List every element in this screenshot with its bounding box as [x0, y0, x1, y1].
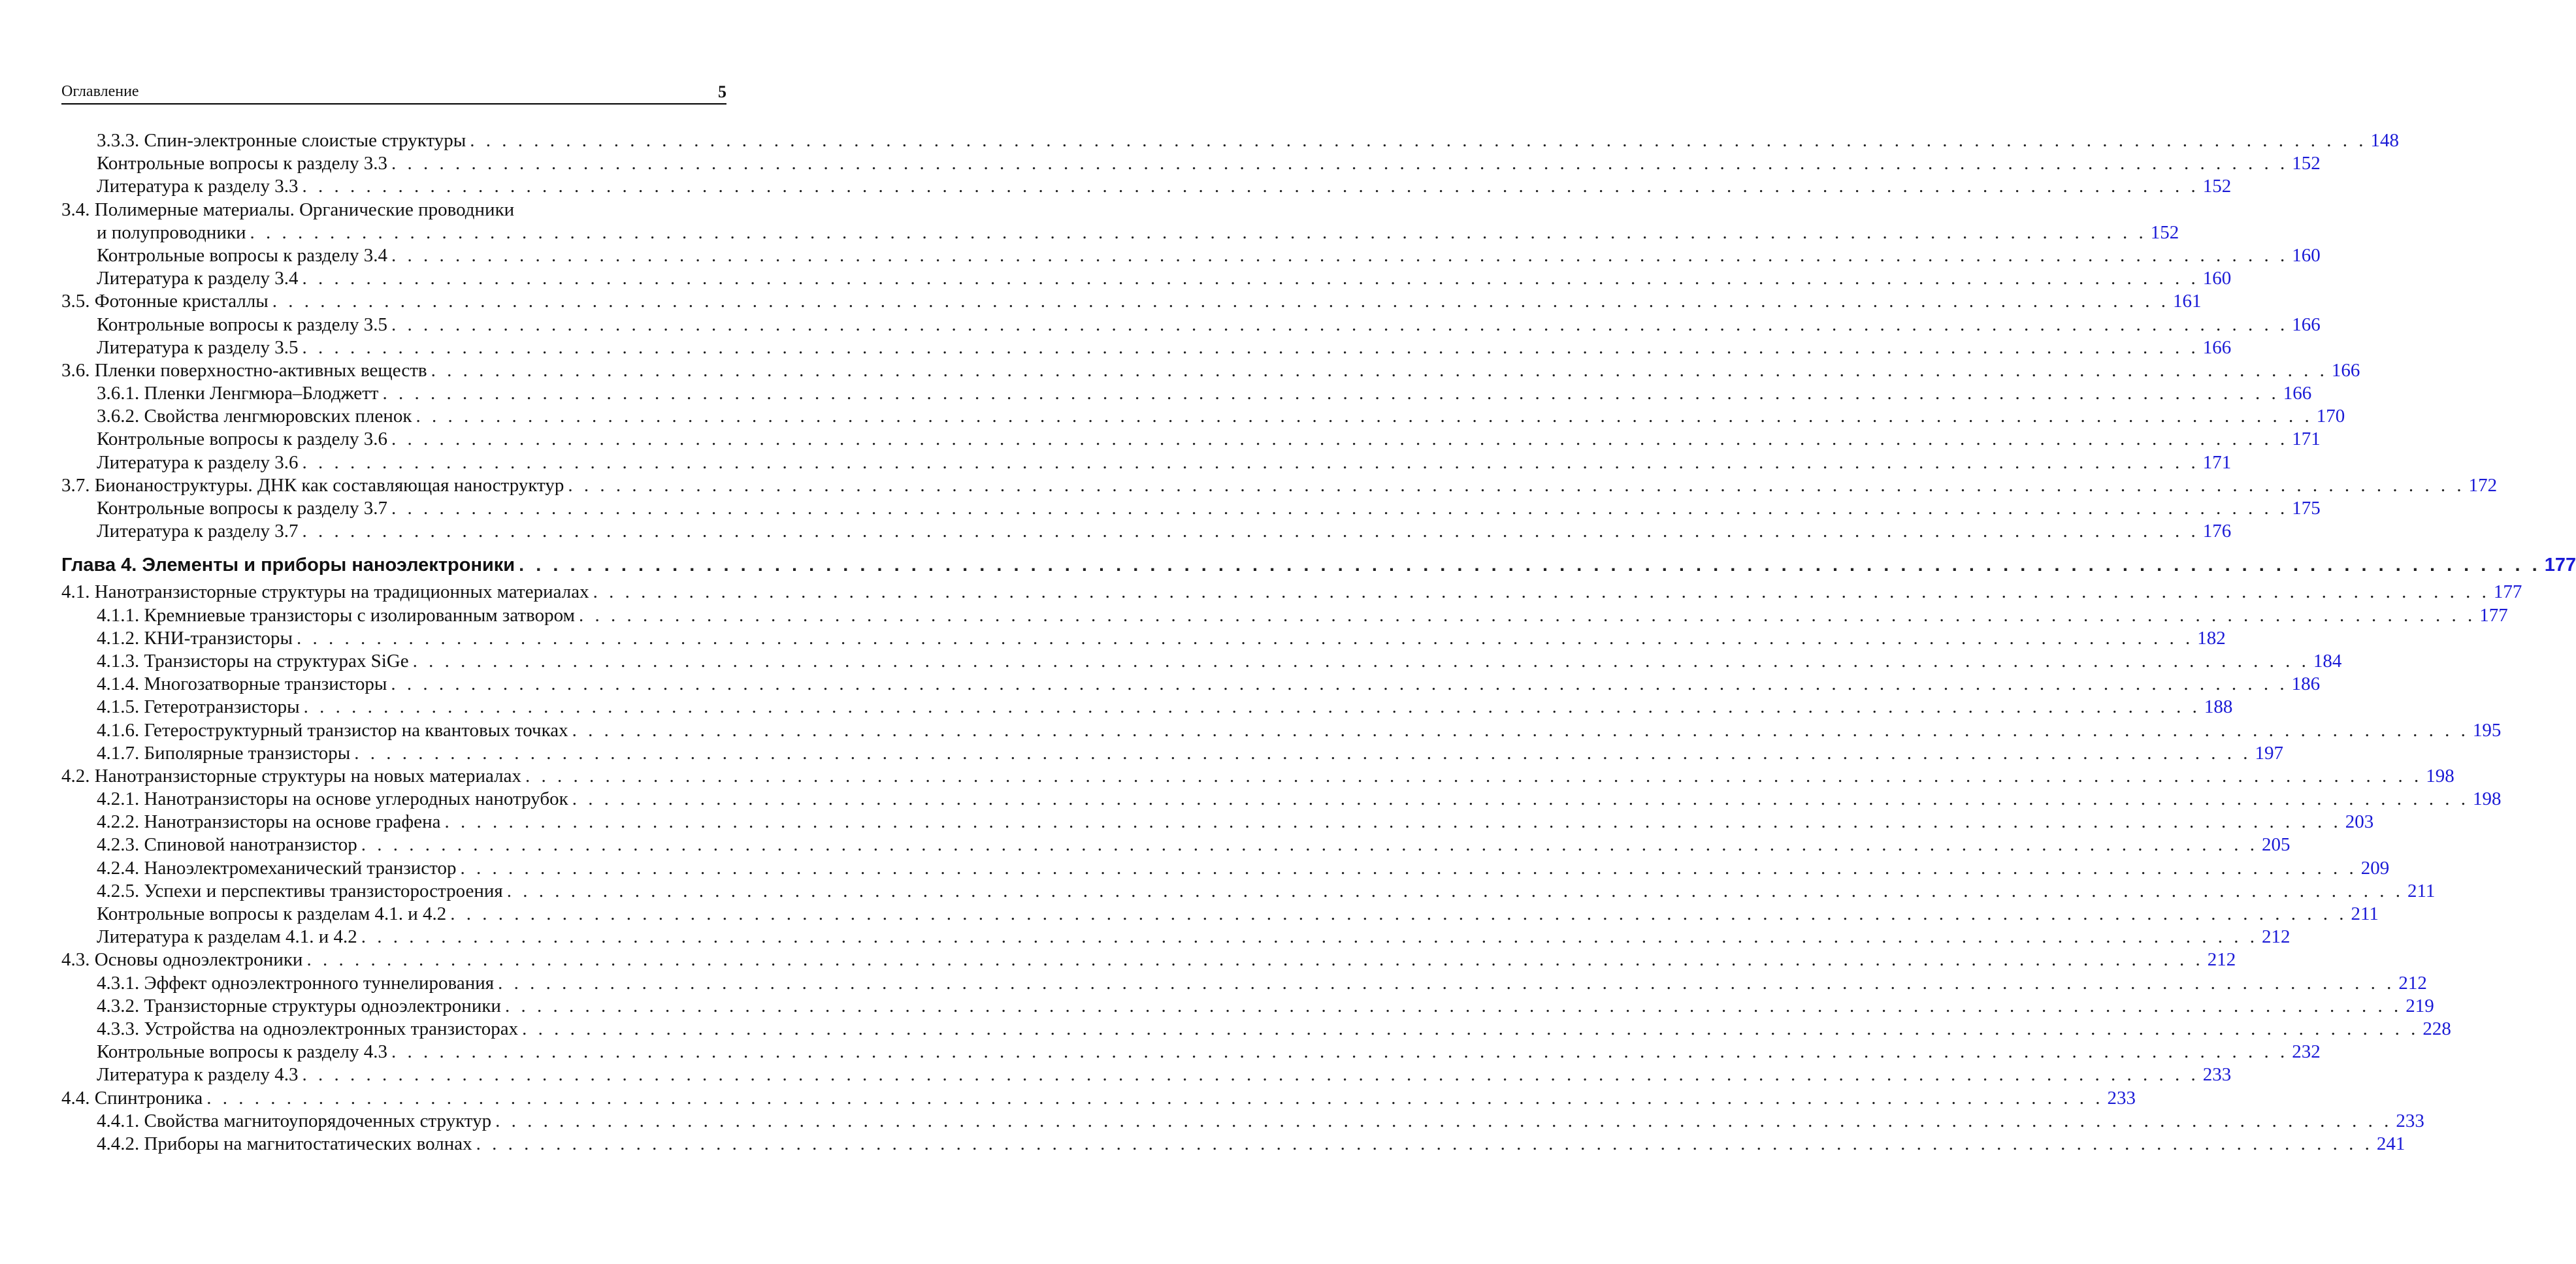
toc-entry-page-ref[interactable]: 176	[2202, 521, 2232, 542]
dot-leader	[498, 972, 2394, 995]
toc-entry[interactable]	[61, 719, 2502, 742]
toc-entry[interactable]	[61, 221, 2179, 244]
toc-entry-page-ref[interactable]: 212	[2262, 926, 2291, 948]
toc-entry-page-ref[interactable]: 148	[2370, 130, 2399, 151]
dot-leader	[450, 903, 2347, 926]
toc-entry-page-ref[interactable]: 228	[2422, 1018, 2451, 1039]
dot-leader	[444, 811, 2341, 834]
toc-entry-page-ref[interactable]: 160	[2202, 268, 2232, 289]
dot-leader	[476, 1133, 2373, 1156]
toc-entry[interactable]	[61, 175, 2232, 198]
toc-entry-title: 4.1.5. Гетеротранзисторы	[97, 696, 300, 718]
toc-entry-title: 4.2. Нанотранзисторные структуры на новых материалах	[61, 765, 522, 786]
toc-entry-page-ref[interactable]: 211	[2407, 880, 2436, 901]
toc-entry-page-ref[interactable]: 171	[2202, 451, 2232, 473]
toc-entry-page-ref[interactable]: 211	[2351, 903, 2379, 924]
toc-entry[interactable]	[61, 1110, 2424, 1133]
toc-entry-title: 4.2.4. Наноэлектромеханический транзистор	[97, 857, 457, 879]
toc-entry-page-ref[interactable]: 195	[2472, 719, 2502, 741]
toc-entry-title: Контрольные вопросы к разделу 3.4	[97, 244, 387, 266]
toc-section-after	[61, 581, 2522, 1156]
running-header-title: Оглавление	[61, 83, 139, 100]
toc-entry[interactable]	[61, 604, 2508, 627]
toc-entry-title: Литература к разделу 3.5	[97, 336, 299, 358]
toc-entry[interactable]	[61, 834, 2291, 856]
toc-entry[interactable]	[61, 290, 2202, 313]
toc-entry[interactable]	[61, 926, 2291, 948]
toc-entry-title: 4.1. Нанотранзисторные структуры на традиционных материалах	[61, 581, 589, 603]
toc-entry-title: Контрольные вопросы к разделу 3.7	[97, 498, 387, 519]
toc-entry-page-ref[interactable]: 233	[2202, 1064, 2232, 1086]
chapter-title: Глава 4. Элементы и приборы наноэлектроники	[61, 555, 515, 576]
toc-entry-page-ref[interactable]: 203	[2345, 811, 2374, 833]
toc-entry-title: Контрольные вопросы к разделу 3.5	[97, 314, 387, 335]
toc-entry-title: 4.4.2. Приборы на магнитостатических волнах	[97, 1133, 472, 1154]
toc-entry-page-ref[interactable]: 170	[2316, 406, 2345, 427]
dot-leader	[302, 336, 2199, 359]
chapter-page-ref[interactable]: 177	[2544, 555, 2576, 576]
dot-leader	[507, 880, 2404, 903]
toc-section-before	[61, 129, 2498, 543]
running-header	[61, 81, 726, 105]
toc-entry[interactable]	[61, 451, 2232, 474]
toc-entry[interactable]	[61, 1018, 2451, 1041]
dot-leader	[302, 520, 2199, 543]
toc-entry-page-ref[interactable]: 172	[2468, 474, 2498, 496]
dot-leader	[413, 650, 2309, 673]
toc-entry-page-ref[interactable]: 152	[2150, 221, 2179, 243]
toc-entry[interactable]	[61, 520, 2232, 543]
toc-entry-title: 4.2.5. Успехи и перспективы транзисторостроения	[97, 880, 503, 901]
dot-leader	[522, 1018, 2419, 1041]
toc-entry-page-ref[interactable]: 197	[2255, 742, 2284, 764]
dot-leader	[519, 552, 2541, 578]
toc-entry-page-ref[interactable]: 161	[2173, 291, 2202, 312]
dot-leader	[306, 948, 2203, 971]
dot-leader	[391, 152, 2288, 175]
toc-entry[interactable]	[61, 314, 2321, 336]
toc-entry[interactable]	[61, 948, 2236, 971]
toc-entry-title: Контрольные вопросы к разделам 4.1. и 4.2	[97, 903, 447, 924]
toc-entry[interactable]	[61, 627, 2226, 650]
table-of-contents	[61, 129, 2576, 1156]
toc-entry-title: Литература к разделу 4.3	[97, 1064, 299, 1086]
toc-entry-title: Контрольные вопросы к разделу 3.6	[97, 429, 387, 450]
toc-entry[interactable]	[61, 1133, 2405, 1156]
toc-entry-page-ref[interactable]: 177	[2493, 581, 2522, 603]
toc-entry-page-ref[interactable]: 152	[2202, 176, 2232, 197]
toc-entry[interactable]	[61, 880, 2436, 903]
toc-entry-page-ref[interactable]: 166	[2292, 314, 2321, 335]
toc-entry[interactable]	[61, 765, 2454, 788]
dot-leader	[391, 1041, 2288, 1063]
dot-leader	[304, 696, 2200, 719]
toc-entry-title: 4.1.1. Кремниевые транзисторы с изолированным затвором	[97, 604, 575, 626]
toc-entry[interactable]	[61, 1041, 2321, 1063]
toc-entry-page-ref[interactable]: 186	[2291, 673, 2321, 695]
toc-entry[interactable]	[61, 581, 2522, 604]
toc-entry-page-ref[interactable]: 175	[2292, 498, 2321, 519]
toc-entry-title: Контрольные вопросы к разделу 4.3	[97, 1041, 387, 1063]
toc-entry-page-ref[interactable]: 166	[2202, 336, 2232, 358]
toc-entry-page-ref[interactable]: 160	[2292, 244, 2321, 266]
dot-leader	[572, 719, 2469, 742]
dot-leader	[568, 474, 2464, 497]
toc-entry[interactable]	[61, 673, 2321, 696]
dot-leader	[391, 244, 2288, 267]
toc-entry-title: 4.2.3. Спиновой нанотранзистор	[97, 834, 357, 856]
toc-entry-title: 4.2.2. Нанотранзисторы на основе графена	[97, 811, 441, 833]
toc-entry-title: 4.4. Спинтроника	[61, 1087, 203, 1109]
toc-entry-title: 4.1.3. Транзисторы на структурах SiGe	[97, 650, 409, 672]
dot-leader	[354, 742, 2251, 765]
toc-entry-page-ref[interactable]: 212	[2398, 972, 2427, 994]
toc-entry-page-ref[interactable]: 198	[2426, 765, 2454, 786]
toc-entry[interactable]	[61, 405, 2345, 428]
toc-entry-title: и полупроводники	[97, 221, 246, 243]
toc-entry-title: Литература к разделу 3.6	[97, 451, 299, 473]
toc-entry[interactable]	[61, 788, 2502, 811]
dot-leader	[431, 359, 2328, 382]
dot-leader	[361, 834, 2258, 856]
toc-entry-title: 4.3.3. Устройства на одноэлектронных транзисторах	[97, 1018, 519, 1039]
toc-entry-page-ref[interactable]: 184	[2313, 650, 2342, 672]
dot-leader	[505, 995, 2402, 1018]
toc-entry-page-ref[interactable]: 241	[2376, 1133, 2405, 1154]
toc-entry[interactable]	[61, 497, 2321, 520]
toc-entry-page-ref[interactable]: 205	[2262, 834, 2291, 856]
dot-leader	[297, 627, 2193, 650]
toc-entry-title: 3.6.2. Свойства ленгмюровских пленок	[97, 406, 412, 427]
dot-leader	[593, 581, 2490, 604]
toc-entry[interactable]	[61, 359, 2360, 382]
dot-leader	[391, 428, 2288, 451]
dot-leader	[416, 405, 2312, 428]
dot-leader	[461, 857, 2357, 880]
toc-entry-page-ref[interactable]: 177	[2479, 604, 2508, 626]
toc-entry[interactable]	[61, 129, 2399, 152]
toc-entry[interactable]	[61, 972, 2427, 995]
toc-entry[interactable]	[61, 995, 2434, 1018]
toc-entry-title: 3.4. Полимерные материалы. Органические проводники	[61, 199, 515, 220]
toc-entry-title: Литература к разделу 3.4	[97, 268, 299, 289]
toc-entry[interactable]	[61, 742, 2284, 765]
toc-entry-title: 4.1.6. Гетероструктурный транзистор на квантовых точках	[97, 719, 568, 741]
toc-entry-title: Литература к разделу 3.3	[97, 176, 299, 197]
dot-leader	[302, 1063, 2199, 1086]
dot-leader	[391, 497, 2288, 520]
toc-entry[interactable]	[61, 650, 2342, 673]
toc-entry-page-ref[interactable]: 152	[2292, 153, 2321, 174]
toc-entry[interactable]	[61, 428, 2321, 451]
dot-leader	[272, 290, 2169, 313]
toc-entry[interactable]	[61, 152, 2321, 175]
toc-entry[interactable]	[61, 382, 2312, 405]
toc-entry[interactable]	[61, 474, 2498, 497]
dot-leader	[470, 129, 2366, 152]
toc-entry[interactable]	[61, 336, 2232, 359]
toc-entry-page-ref[interactable]: 171	[2292, 429, 2321, 450]
dot-leader	[206, 1087, 2103, 1110]
toc-entry-title: 4.3.1. Эффект одноэлектронного туннелирования	[97, 972, 495, 994]
toc-entry-page-ref[interactable]: 182	[2197, 627, 2226, 649]
toc-entry-page-ref[interactable]: 233	[2107, 1087, 2136, 1109]
toc-entry-title: 4.3. Основы одноэлектроники	[61, 949, 303, 971]
dot-leader	[572, 788, 2469, 811]
toc-entry-title: Литература к разделам 4.1. и 4.2	[97, 926, 357, 948]
dot-leader	[361, 926, 2258, 948]
dot-leader	[302, 267, 2199, 290]
toc-entry-page-ref[interactable]: 166	[2331, 359, 2360, 381]
toc-entry-title: 4.1.4. Многозатворные транзисторы	[97, 673, 387, 695]
toc-entry[interactable]	[61, 267, 2232, 290]
toc-entry-title: 4.1.2. КНИ-транзисторы	[97, 627, 293, 649]
toc-entry-title: 3.5. Фотонные кристаллы	[61, 291, 269, 312]
toc-entry[interactable]	[61, 1063, 2232, 1086]
dot-leader	[250, 221, 2146, 244]
dot-leader	[382, 382, 2279, 405]
toc-entry-page-ref[interactable]: 232	[2292, 1041, 2321, 1063]
toc-entry-page-ref[interactable]: 212	[2207, 949, 2236, 971]
dot-leader	[302, 175, 2199, 198]
toc-entry[interactable]	[61, 244, 2321, 267]
toc-entry-title: 4.4.1. Свойства магнитоупорядоченных структур	[97, 1110, 492, 1131]
toc-entry[interactable]	[61, 857, 2390, 880]
toc-entry-title: Контрольные вопросы к разделу 3.3	[97, 153, 387, 174]
dot-leader	[302, 451, 2199, 474]
chapter-heading[interactable]	[61, 552, 2576, 578]
toc-entry-title: 3.6.1. Пленки Ленгмюра–Блоджетт	[97, 383, 379, 404]
dot-leader	[579, 604, 2475, 627]
page-number: 5	[718, 82, 726, 101]
toc-entry[interactable]	[61, 811, 2374, 834]
toc-entry[interactable]	[61, 1087, 2136, 1110]
dot-leader	[391, 673, 2287, 696]
toc-entry-page-ref[interactable]: 166	[2283, 383, 2312, 404]
dot-leader	[391, 314, 2288, 336]
toc-entry[interactable]	[61, 903, 2379, 926]
toc-entry-title: Литература к разделу 3.7	[97, 521, 299, 542]
dot-leader	[495, 1110, 2392, 1133]
toc-entry-title: 3.7. Бионаноструктуры. ДНК как составляющая наноструктур	[61, 474, 564, 496]
toc-entry-page-ref[interactable]: 198	[2472, 788, 2502, 810]
toc-entry-title: 4.3.2. Транзисторные структуры одноэлектроники	[97, 995, 501, 1016]
toc-entry-page-ref[interactable]: 188	[2204, 696, 2233, 718]
dot-leader	[525, 765, 2422, 788]
toc-entry-title: 4.2.1. Нанотранзисторы на основе углеродных нанотрубок	[97, 788, 568, 810]
toc-entry-title: 3.3.3. Спин-электронные слоистые структуры	[97, 130, 466, 151]
toc-entry-page-ref[interactable]: 209	[2360, 857, 2390, 879]
toc-entry-title: 3.6. Пленки поверхностно-активных веществ	[61, 359, 427, 381]
toc-entry[interactable]	[61, 696, 2233, 719]
toc-entry[interactable]	[61, 199, 726, 221]
toc-entry-page-ref[interactable]: 233	[2396, 1110, 2424, 1131]
toc-entry-page-ref[interactable]: 219	[2405, 995, 2434, 1016]
toc-entry-title: 4.1.7. Биполярные транзисторы	[97, 742, 351, 764]
